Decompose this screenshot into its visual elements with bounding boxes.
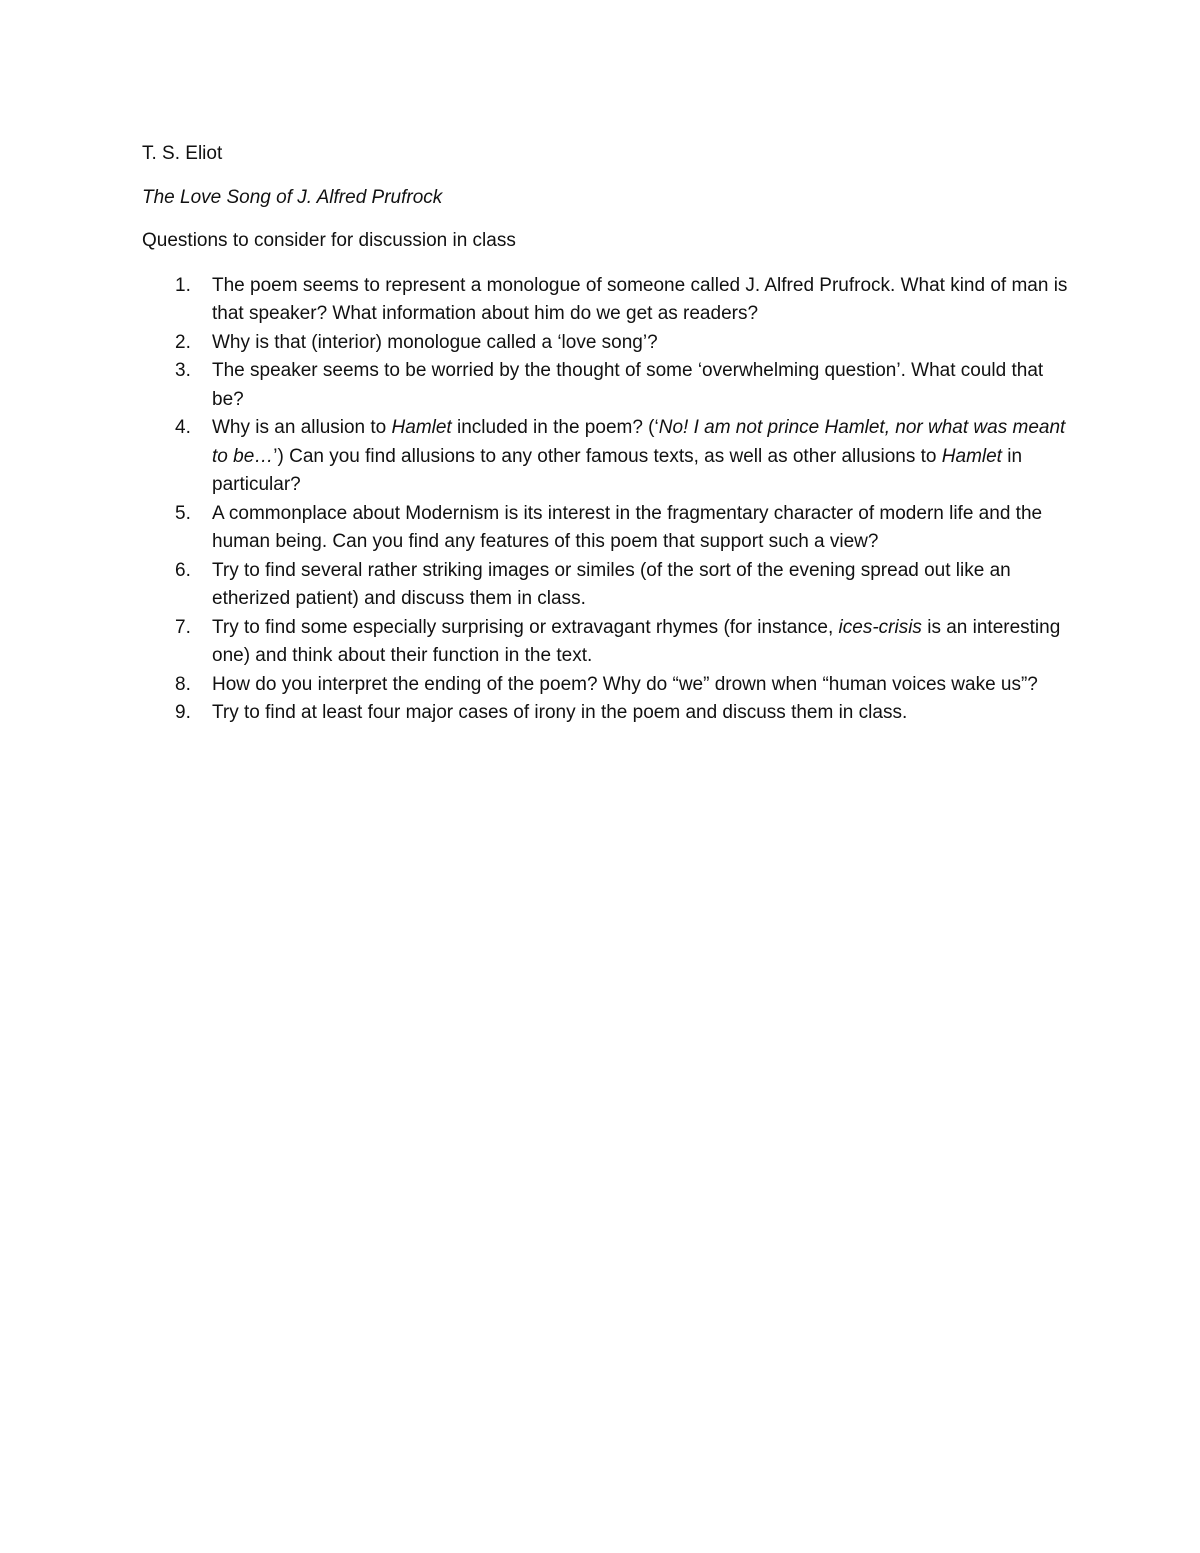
question-text: How do you interpret the ending of the poem? Why do “we” drown when “human voices wake us”? (212, 673, 1038, 695)
question-number: 1. (175, 274, 191, 296)
poem-title: The Love Song of J. Alfred Prufrock (142, 186, 443, 208)
question-number: 3. (175, 360, 191, 381)
question-item (142, 272, 1072, 329)
question-item (142, 614, 1072, 671)
question-number: 4. (175, 417, 191, 438)
question-text: Try to find at least four major cases of irony in the poem and discuss them in class. (212, 702, 908, 723)
question-list (142, 272, 1072, 728)
question-text: included in the poem? (‘ (451, 417, 659, 438)
question-number: 5. (175, 502, 191, 524)
question-item (142, 500, 1072, 557)
question-text: Try to find some especially surprising or extravagant rhymes (for instance, (212, 616, 839, 638)
question-number: 6. (175, 559, 191, 581)
question-item (142, 671, 1072, 700)
question-item (142, 699, 1072, 728)
question-item (142, 557, 1072, 614)
question-item (142, 329, 1072, 358)
question-text-italic: No! I am not prince Hamlet, nor what was meant to be… (212, 417, 1066, 467)
question-number: 9. (175, 702, 191, 723)
intro-text: Questions to consider for discussion in class (142, 230, 516, 251)
question-text: A commonplace about Modernism is its interest in the fragmentary character of modern life and the human being. Can you find any features of this poem that support such a view? (212, 502, 1043, 552)
document-body (142, 140, 1072, 728)
question-text: The poem seems to represent a monologue of someone called J. Alfred Prufrock. What kind of man is that speaker? What information about him do we get as readers? (212, 274, 1068, 324)
question-number: 2. (175, 331, 191, 353)
question-text: Try to find several rather striking images or similes (of the sort of the evening spread out like an etherized patient) and discuss them in class. (212, 559, 1011, 609)
question-text: in particular? (212, 445, 1023, 495)
question-text-italic: Hamlet (391, 417, 452, 438)
author-name: T. S. Eliot (142, 143, 223, 164)
question-text: The speaker seems to be worried by the thought of some ‘overwhelming question’. What could that be? (212, 360, 1044, 410)
question-text: is an interesting one) and think about their function in the text. (212, 616, 1061, 666)
question-text-italic: ices-crisis (838, 616, 922, 638)
question-number: 8. (175, 673, 191, 695)
question-text: ’) Can you find allusions to any other famous texts, as well as other allusions to (273, 445, 942, 467)
question-text: Why is that (interior) monologue called a ‘love song’? (212, 331, 658, 353)
question-text-italic: Hamlet (941, 445, 1002, 467)
question-item (142, 414, 1072, 500)
question-text: Why is an allusion to (212, 417, 392, 438)
question-item (142, 357, 1072, 414)
question-number: 7. (175, 616, 191, 638)
